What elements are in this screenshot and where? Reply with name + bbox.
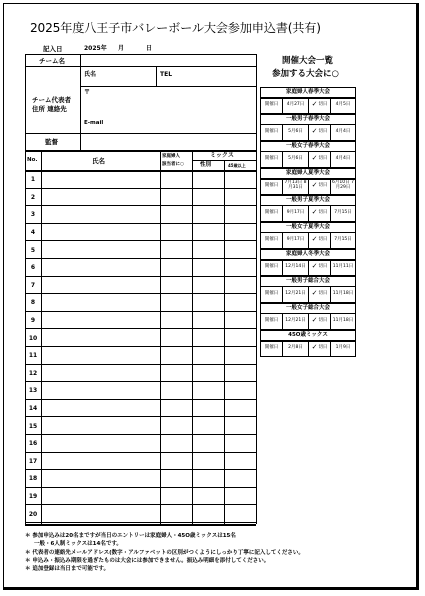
table-row [25,312,256,330]
event-deadline: 4月4日 [335,128,351,134]
events-subheader: 参加する大会に○ [272,69,339,79]
row-number: 8 [30,299,36,307]
table-row [25,435,256,453]
rep-name-field[interactable] [100,67,155,85]
deadline-text: 切日 [318,101,328,107]
gender-cell[interactable] [193,418,224,433]
event-title: 45O歳ミックス [261,331,355,342]
gender-cell[interactable] [193,242,224,257]
housewife-cell[interactable] [161,172,192,187]
gender-cell[interactable] [193,295,224,310]
event-deadline-label [309,151,331,167]
housewife-cell[interactable] [161,190,192,205]
housewife-cell[interactable] [161,242,192,257]
housewife-cell[interactable] [161,313,192,328]
event-deadline-label [309,205,331,221]
housewife-cell[interactable] [161,348,192,363]
row-number: 17 [28,457,38,465]
col-gender-header: 性別 [200,162,212,168]
check-icon: ✓ [311,289,318,298]
rule [156,66,157,86]
age-cell[interactable] [225,489,256,504]
deadline-text: 切日 [318,236,328,242]
col-name-header: 氏名 [92,157,105,165]
player-name-cell[interactable] [42,278,160,293]
player-name-cell[interactable] [42,454,160,469]
event-details [261,232,355,248]
table-row [25,505,256,523]
event-title: 家庭婦人夏季大会 [261,169,355,180]
event-details [261,313,355,329]
event-date: 9月17日 [283,232,309,248]
event-title: 一般女子総合大会 [261,304,355,314]
row-number: 20 [28,510,38,518]
event-deadline-label [309,97,331,113]
row-number: 3 [30,211,36,219]
event-date: 4月27日 [283,97,309,113]
age-cell[interactable] [225,401,256,416]
age-cell[interactable] [225,225,256,240]
event-title: 家庭婦人春季大会 [261,88,355,99]
event-item[interactable] [260,87,356,114]
event-date-label: 開催日 [261,286,283,302]
check-icon: ✓ [311,154,318,163]
gender-cell[interactable] [193,172,224,187]
age-cell[interactable] [225,348,256,363]
note-line: 一般・6人制ミックスは14名です。 [34,541,122,548]
housewife-cell[interactable] [161,260,192,275]
email-label: E-mail [84,120,104,126]
table-row [25,400,256,418]
rule [25,524,256,526]
event-deadline: 11月18日 [332,290,354,296]
age-cell[interactable] [225,190,256,205]
rep-label: チーム代表者 [32,96,71,104]
check-icon: ✓ [311,208,318,217]
event-date-label: 開催日 [261,205,283,221]
event-item[interactable] [260,249,356,276]
gender-cell[interactable] [193,506,224,521]
col-age-header: 45歳以上 [228,163,246,168]
gender-cell[interactable] [193,260,224,275]
event-date-label: 開催日 [261,178,283,194]
housewife-cell[interactable] [161,471,192,486]
event-date-label: 開催日 [261,151,283,167]
check-icon: ✓ [311,181,318,190]
col-no-header: No. [27,157,38,163]
coach-field[interactable] [82,134,255,149]
table-row [25,453,256,471]
event-item[interactable] [260,114,356,141]
deadline-text: 切日 [318,344,328,350]
row-number: 10 [28,334,38,342]
age-cell[interactable] [225,295,256,310]
table-row [25,189,256,207]
age-cell[interactable] [225,418,256,433]
player-name-cell[interactable] [42,260,160,275]
rule [80,54,81,150]
entry-date-label: 記入日 [43,45,63,53]
gender-cell[interactable] [193,313,224,328]
table-row [25,206,256,224]
row-number: 6 [30,264,36,272]
event-date-label: 開催日 [261,313,283,329]
table-row [25,259,256,277]
event-title: 一般男子総合大会 [261,277,355,287]
housewife-cell[interactable] [161,383,192,398]
row-number: 4 [30,229,36,237]
age-cell[interactable] [225,330,256,345]
col-housewife-sub: 該当者に○ [162,162,184,167]
event-date-label: 開催日 [261,259,283,275]
gender-cell[interactable] [193,278,224,293]
player-name-cell[interactable] [42,489,160,504]
event-item[interactable] [260,222,356,249]
player-name-cell[interactable] [42,383,160,398]
table-row [25,329,256,347]
housewife-cell[interactable] [161,207,192,222]
event-item[interactable] [260,276,356,303]
row-number: 12 [28,369,38,377]
gender-cell[interactable] [193,190,224,205]
event-deadline: 6月10日 7月29日 [332,180,354,190]
event-deadline: 4月5日 [335,101,351,107]
check-icon: ✓ [311,343,318,352]
form-title: 2025年度八王子市バレーボール大会参加申込書(共有) [30,21,321,35]
rule [256,54,257,524]
address-field[interactable] [92,87,255,115]
event-date: 2月8日 [283,340,309,356]
event-deadline-label [309,232,331,248]
event-date: 5月6日 [283,151,309,167]
row-number: 19 [28,493,38,501]
deadline-text: 切日 [318,182,328,188]
gender-cell[interactable] [193,454,224,469]
deadline-text: 切日 [318,209,328,215]
event-date: 12月14日 [283,259,309,275]
row-number: 11 [28,352,38,360]
player-name-cell[interactable] [42,348,160,363]
housewife-cell[interactable] [161,330,192,345]
gender-cell[interactable] [193,225,224,240]
table-row [25,488,256,506]
event-item[interactable] [260,141,356,168]
row-number: 16 [28,440,38,448]
event-date: 5月6日 [283,124,309,140]
housewife-cell[interactable] [161,278,192,293]
event-details [261,151,355,167]
gender-cell[interactable] [193,383,224,398]
player-name-cell[interactable] [42,190,160,205]
player-name-cell[interactable] [42,242,160,257]
table-row [25,171,256,189]
player-name-cell[interactable] [42,418,160,433]
age-cell[interactable] [225,260,256,275]
col-housewife-header: 家庭婦人 [162,154,180,159]
event-details [261,286,355,302]
row-number: 5 [30,246,36,254]
age-cell[interactable] [225,242,256,257]
housewife-cell[interactable] [161,366,192,381]
player-name-cell[interactable] [42,401,160,416]
housewife-cell[interactable] [161,418,192,433]
event-deadline: 11月18日 [332,317,354,323]
gender-cell[interactable] [193,348,224,363]
event-deadline-label [309,313,331,329]
postal-label: 〒 [84,89,91,96]
event-details [261,259,355,275]
event-title: 一般女子夏季大会 [261,223,355,233]
row-number: 15 [28,422,38,430]
housewife-cell[interactable] [161,489,192,504]
event-date: 7月13日 8月31日 [283,178,309,194]
player-name-cell[interactable] [42,471,160,486]
housewife-cell[interactable] [161,225,192,240]
player-name-cell[interactable] [42,366,160,381]
check-icon: ✓ [311,127,318,136]
row-number: 7 [30,281,36,289]
table-row [25,365,256,383]
row-number: 1 [30,176,36,184]
table-row [25,347,256,365]
age-cell[interactable] [225,313,256,328]
event-deadline-label [309,259,331,275]
event-details [261,340,355,356]
events-header: 開催大会一覧 [282,56,334,66]
event-date-label: 開催日 [261,232,283,248]
table-row [25,241,256,259]
player-name-cell[interactable] [42,207,160,222]
player-name-cell[interactable] [42,225,160,240]
table-row [25,294,256,312]
housewife-cell[interactable] [161,401,192,416]
gender-cell[interactable] [193,330,224,345]
deadline-text: 切日 [318,155,328,161]
gender-cell[interactable] [193,471,224,486]
gender-cell[interactable] [193,366,224,381]
housewife-cell[interactable] [161,436,192,451]
event-date: 12月21日 [283,286,309,302]
player-name-cell[interactable] [42,172,160,187]
row-number: 2 [30,193,36,201]
event-title: 一般男子春季大会 [261,115,355,125]
player-name-cell[interactable] [42,506,160,521]
gender-cell[interactable] [193,489,224,504]
age-cell[interactable] [225,278,256,293]
event-details [261,97,355,113]
event-details [261,178,355,194]
note-line: ＊ 申込み・振込み期限を過ぎたものは大会には参加できません。振込み明細を添付してください。 [25,557,270,564]
event-deadline: 1月9日 [335,344,351,350]
email-field[interactable] [108,117,255,132]
event-date-label: 開催日 [261,340,283,356]
row-number: 14 [28,405,38,413]
event-title: 一般女子春季大会 [261,142,355,152]
gender-cell[interactable] [193,436,224,451]
event-date-label: 開催日 [261,97,283,113]
row-number: 18 [28,475,38,483]
age-cell[interactable] [225,366,256,381]
deadline-text: 切日 [318,128,328,134]
deadline-text: 切日 [318,290,328,296]
event-item[interactable] [260,303,356,330]
event-item[interactable] [260,330,356,357]
rep-name-label: 氏名 [84,71,97,78]
rep-address-label: 住所 連絡先 [32,105,67,113]
check-icon: ✓ [311,262,318,271]
event-details [261,205,355,221]
player-name-cell[interactable] [42,436,160,451]
gender-cell[interactable] [193,207,224,222]
row-number: 9 [30,317,36,325]
team-name-field[interactable] [80,55,256,66]
age-cell[interactable] [225,506,256,521]
note-line: ＊ 代表者の連絡先メールアドレス(数字・アルファベットの区別がつくようにしっかり丁寧に記入してください。 [25,549,304,556]
table-row [25,277,256,295]
event-item[interactable] [260,195,356,222]
player-name-cell[interactable] [42,295,160,310]
check-icon: ✓ [311,100,318,109]
table-row [25,470,256,488]
event-deadline: 11月11日 [332,263,354,269]
entry-date-month: 月 [118,45,125,52]
age-cell[interactable] [225,172,256,187]
rep-tel-field[interactable] [175,67,255,85]
event-date: 12月21日 [283,313,309,329]
deadline-text: 切日 [318,317,328,323]
table-row [25,224,256,242]
event-title: 家庭婦人冬季大会 [261,250,355,261]
event-deadline-label [309,286,331,302]
age-cell[interactable] [225,383,256,398]
event-deadline-label [309,340,331,356]
age-cell[interactable] [225,436,256,451]
event-deadline-label [309,124,331,140]
rep-tel-label: TEL [160,71,173,78]
event-deadline: 4月4日 [335,155,351,161]
event-deadline: 7月15日 [334,236,352,242]
gender-cell[interactable] [193,401,224,416]
event-date: 9月17日 [283,205,309,221]
coach-label: 監督 [45,138,58,146]
age-cell[interactable] [225,207,256,222]
row-number: 13 [28,387,38,395]
team-name-label: チーム名 [39,57,65,65]
entry-date-year: 2025年 [84,45,107,52]
table-row [25,382,256,400]
event-deadline: 7月15日 [334,209,352,215]
event-date-label: 開催日 [261,124,283,140]
note-line: ＊ 追加登録は当日まで可能です。 [25,566,109,573]
table-row [25,417,256,435]
player-name-cell[interactable] [42,313,160,328]
housewife-cell[interactable] [161,454,192,469]
note-line: ＊ 参加申込みは20名まですが当日のエントリーは家庭婦人・45O歳ミックスは15名 [25,533,236,539]
check-icon: ✓ [311,316,318,325]
event-item[interactable] [260,168,356,195]
entry-date-day: 日 [146,45,153,52]
deadline-text: 切日 [318,263,328,269]
player-name-cell[interactable] [42,330,160,345]
housewife-cell[interactable] [161,295,192,310]
col-mix-header: ミックス [210,152,234,159]
check-icon: ✓ [311,235,318,244]
age-cell[interactable] [225,454,256,469]
age-cell[interactable] [225,471,256,486]
housewife-cell[interactable] [161,506,192,521]
event-details [261,124,355,140]
event-deadline-label [309,178,331,194]
event-title: 一般男子夏季大会 [261,196,355,206]
